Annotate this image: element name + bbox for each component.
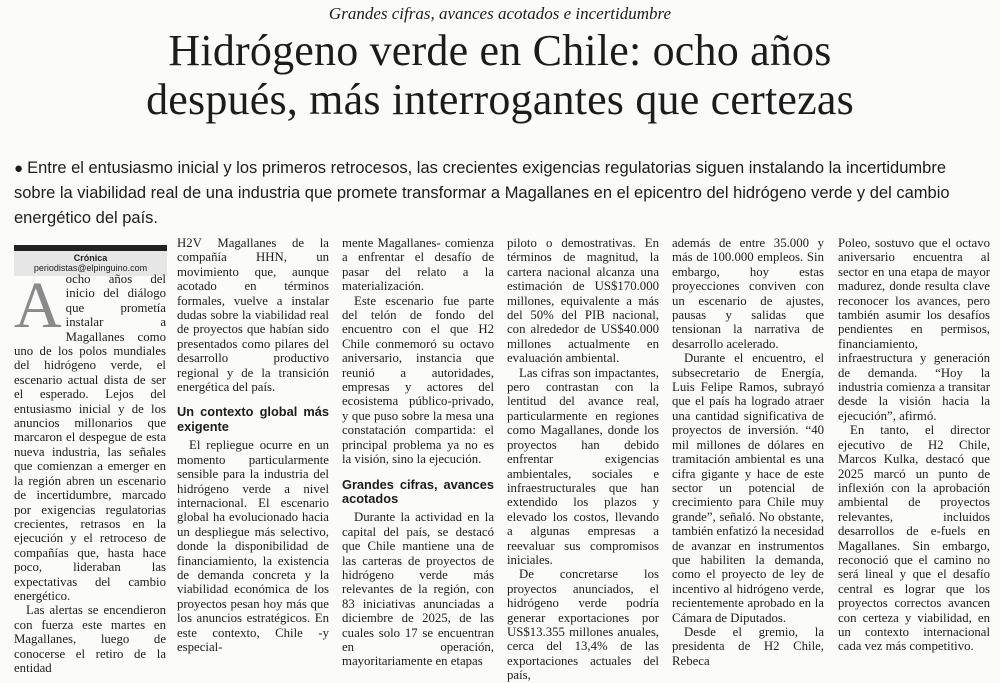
byline-section: Crónica [73,253,108,263]
subheading: Grandes cifras, avances acotados [342,476,494,506]
paragraph: además de entre 35.000 y más de 100.000 empleos. Sin embargo, hoy estas proyecciones conviven con un escenario de ajustes, pausas y salidas que tensionan la narrativa de desarrollo acelerado. [672,236,824,351]
paragraph: En tanto, el director ejecutivo de H2 Chile, Marcos Kulka, destacó que 2025 marcó un punto de inflexión con la aprobación ambiental de proyectos relevantes, incluidos desarrollos de e-fuels en Magallanes. Sin embargo, reconoció que el camino no será lineal y que el desafío central es lograr que los proyectos correctos avancen con certeza y viabilidad, en un contexto internacional cada vez más competitivo. [838,423,990,654]
column-4 [507,236,659,683]
paragraph: piloto o demostrativas. En términos de magnitud, la cartera nacional alcanza una estimación de US$170.000 millones, equivalente a más del 50% del PIB nacional, con alrededor de US$40.000 millones actualmente en evaluación ambiental. [507,236,659,366]
paragraph [14,269,166,603]
paragraph: Desde el gremio, la presidenta de H2 Chile, Rebeca [672,624,824,668]
headline [0,26,1000,124]
kicker: Grandes cifras, avances acotados e incertidumbre [328,4,672,23]
paragraph: Este escenario fue parte del telón de fondo del encuentro con el que H2 Chile conmemoró su octavo aniversario, instancia que reunió a autoridades, empresas y actores del ecosistema público-privado, y que puso sobre la mesa una constatación compartida: el principal problema ya no es la visión, sino la ejecución. [342,293,494,467]
bullet-icon: ● [14,160,24,177]
drop-cap: A [14,269,62,342]
paragraph: Durante el encuentro, el subsecretario de Energía, Luis Felipe Ramos, subrayó que el país ha logrado atraer una cantidad significativa de proyectos de inversión. “40 mil millones de dólares en tramitación ambiental es una cifra gigante y hace de este sector un potencial de crecimiento para Chile muy grande”, señaló. No obstante, también enfatizó la necesidad de avanzar en instrumentos que habiliten la demanda, como el proyecto de ley de incentivo al hidrógeno verde, recientemente aprobado en la Cámara de Diputados. [672,351,824,625]
paragraph: H2V Magallanes de la compañía HHN, un movimiento que, aunque acotado en términos formales, vuelve a instalar dudas sobre la viabilidad real de proyectos que habían sido presentados como pilares del desarrollo productivo regional y de la transición energética del país. [177,236,329,395]
paragraph: mente Magallanes- comienza a enfrentar el desafío de pasar del relato a la materialización. [342,236,494,294]
lead-paragraph [14,156,989,231]
subheading: Un contexto global más exigente [177,404,329,434]
paragraph: Poleo, sostuvo que el octavo aniversario encuentra al sector en una etapa de mayor madurez, donde resulta clave reconocer los avances, pero también asumir los desafíos pendientes en permisos, financiamiento, infraestructura y generación de demanda. “Hoy la industria comienza a transitar desde la visión hacia la ejecución”, afirmó. [838,236,990,423]
headline-line-1: Hidrógeno verde en Chile: ocho años [168,26,832,75]
headline-line-2: después, más interrogantes que certezas [146,75,854,124]
column-5 [672,236,824,668]
paragraph: De concretarse los proyectos anunciados, el hidrógeno verde podría generar exportaciones por US$13.355 millones anuales, cerca del 13,4% de las exportaciones actuales del país, [507,567,659,683]
paragraph: El repliegue ocurre en un momento particularmente sensible para la industria del hidrógeno verde a nivel internacional. El escenario global ha evolucionado hacia un despliegue más selectivo, donde la disponibilidad de financiamiento, la existencia de demanda concreta y la viabilidad económica de los proyectos pesan hoy más que los anuncios estratégicos. En este contexto, Chile -y especial- [177,438,329,654]
lead-text: Entre el entusiasmo inicial y los primeros retrocesos, las crecientes exigencias regulatorias siguen instalando la incertidumbre sobre la viabilidad real de una industria que promete transformar a Magallanes en el epicentro del hidrógeno verde y del cambio energético del país. [14,159,950,227]
column-3 [342,236,494,669]
column-2 [177,236,329,654]
paragraph: Las alertas se encendieron con fuerza este martes en Magallanes, luego de conocerse el retiro de la entidad [14,603,166,675]
paragraph: Las cifras son impactantes, pero contrastan con la lentitud del avance real, particularmente en regiones como Magallanes, donde los proyectos han debido enfrentar exigencias ambientales, sociales e infraestructurales que han extendido los plazos y elevado los costos, llevando a algunas empresas a reevaluar sus compromisos iniciales. [507,365,659,567]
byline-email: periodistas@elpinguino.com [33,263,148,273]
paragraph: Durante la actividad en la capital del país, se destacó que Chile mantiene una de las carteras de proyectos de hidrógeno verde más relevantes de la región, con 83 iniciativas anunciadas a diciembre de 2025, de las cuales solo 17 se encuentran en operación, mayoritariamente en etapas [342,510,494,669]
column-1 [14,269,166,675]
paragraph-text: ocho años del inicio del diálogo que prometía instalar a Magallanes como uno de los polos mundiales del hidrógeno verde, el escenario actual dista de ser el esperado. Lejos del entusiasmo inicial y de los anuncios millonarios que marcaron el despegue de esta nueva industria, las señales que comienzan a emerger en la región abren un escenario de incertidumbre, marcado por exigencias regulatorias crecientes, retrasos en la ejecución y el retroceso de compañías que, hasta hace poco, lideraban las expectativas del cambio energético. [14,272,166,603]
column-6 [838,236,990,654]
